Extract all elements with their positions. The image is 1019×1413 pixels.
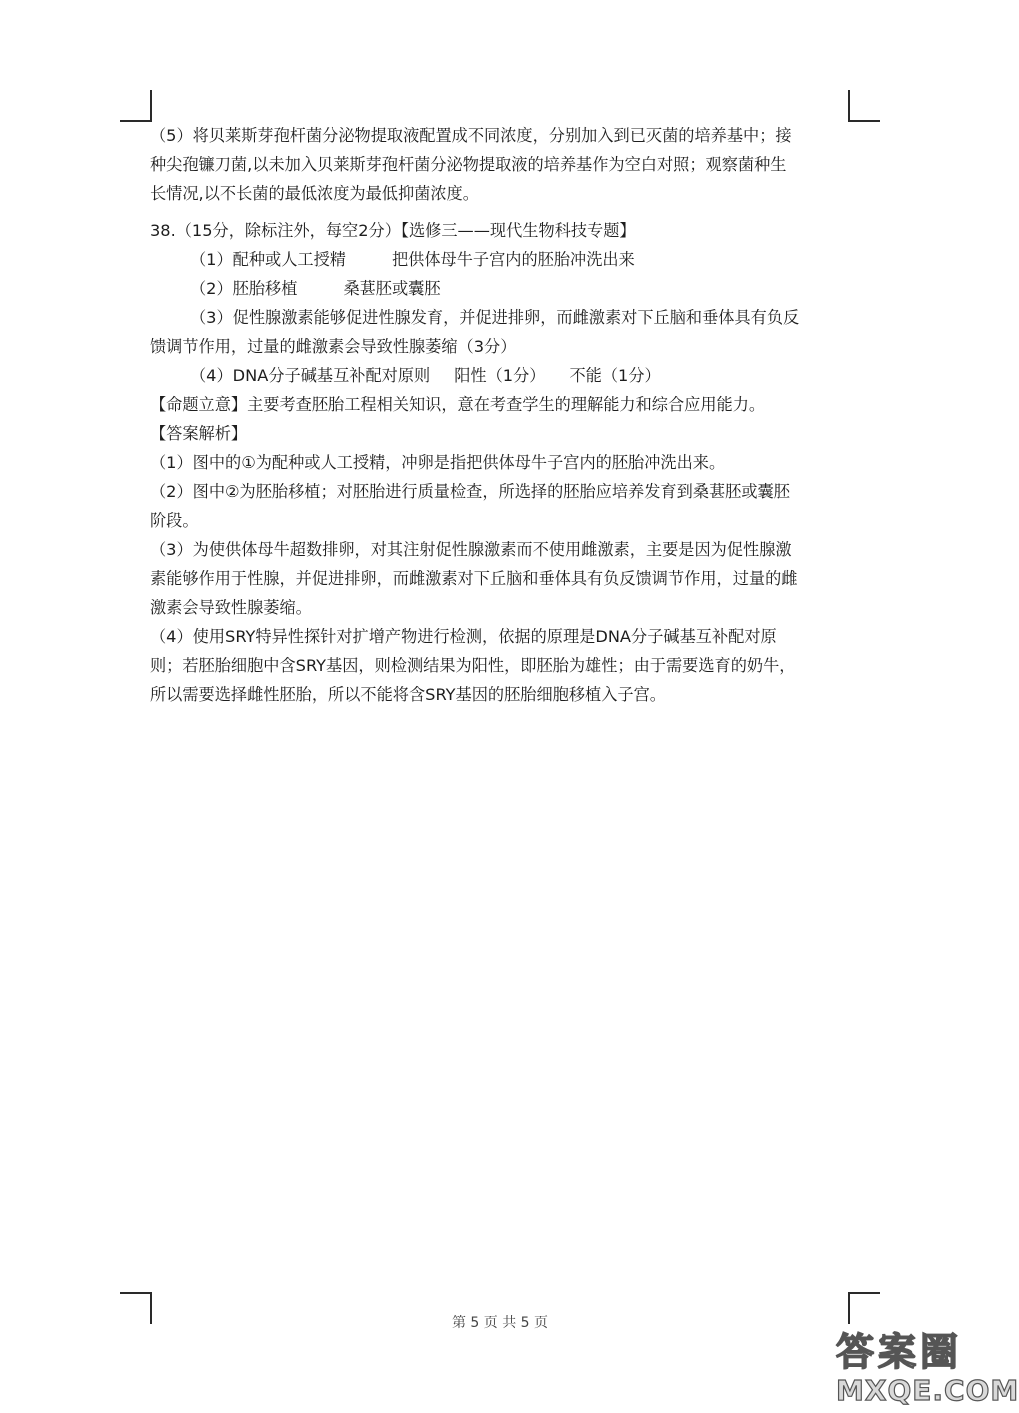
question-38-answer-4-text-3: 不能（1分） — [569, 366, 661, 385]
question-38-answer-3-line-1: （3）促性腺激素能够促进性腺发育，并促进排卵，而雌激素对下丘脑和垂体具有负反 — [190, 308, 800, 327]
analysis-4-line-2: 则；若胚胎细胞中含SRY基因，则检测结果为阳性，即胚胎为雄性；由于需要选育的奶牛， — [150, 656, 796, 675]
analysis-4-line-3: 所以需要选择雌性胚胎，所以不能将含SRY基因的胚胎细胞移植入子宫。 — [150, 685, 666, 704]
analysis-1: （1）图中的①为配种或人工授精，冲卵是指把供体母牛子宫内的胚胎冲洗出来。 — [150, 453, 726, 472]
analysis-2-line-2: 阶段。 — [150, 511, 199, 530]
question-38-answer-2-number: （2）胚胎移植 — [190, 279, 298, 298]
answer-5-line-3: 长情况,以不长菌的最低浓度为最低抑菌浓度。 — [150, 184, 479, 203]
question-38-answer-2 — [150, 274, 856, 303]
question-38-answer-1 — [150, 245, 856, 274]
question-38-answer-2-text: 桑葚胚或囊胚 — [343, 279, 441, 298]
analysis-2-line-1: （2）图中②为胚胎移植；对胚胎进行质量检查，所选择的胚胎应培养发育到桑葚胚或囊胚 — [150, 482, 790, 501]
question-38-answer-4-text-2: 阳性（1分） — [454, 366, 546, 385]
page-number-footer: 第 5 页 共 5 页 — [451, 1315, 549, 1331]
question-38-answer-1-number: （1）配种或人工授精 — [190, 250, 346, 269]
question-38-header: 38.（15分，除标注外，每空2分）【选修三——现代生物科技专题】 — [150, 221, 636, 240]
intent-section: 【命题立意】主要考查胚胎工程相关知识，意在考查学生的理解能力和综合应用能力。 — [150, 395, 766, 414]
analysis-3-line-2: 素能够作用于性腺，并促进排卵，而雌激素对下丘脑和垂体具有负反馈调节作用，过量的雌 — [150, 569, 798, 588]
watermark-logo — [836, 1330, 1019, 1408]
analysis-4-line-1: （4）使用SRY特异性探针对扩增产物进行检测，依据的原理是DNA分子碱基互补配对原 — [150, 627, 777, 646]
analysis-header: 【答案解析】 — [150, 424, 248, 443]
question-38-answer-4-text-1: （4）DNA分子碱基互补配对原则 — [190, 366, 431, 385]
answer-5-line-2: 种尖孢镰刀菌,以未加入贝莱斯芽孢杆菌分泌物提取液的培养基作为空白对照；观察菌种生 — [150, 155, 787, 174]
crop-mark-top-right — [848, 90, 880, 122]
analysis-3-line-3: 激素会导致性腺萎缩。 — [150, 598, 312, 617]
analysis-3-line-1: （3）为使供体母牛超数排卵，对其注射促性腺激素而不使用雌激素，主要是因为促性腺激 — [150, 540, 792, 559]
question-38-answer-4 — [150, 361, 856, 390]
watermark-logo-text: 答案圈 — [836, 1330, 963, 1374]
answer-5-line-1: （5）将贝莱斯芽孢杆菌分泌物提取液配置成不同浓度，分别加入到已灭菌的培养基中；接 — [150, 126, 792, 145]
question-38-answer-1-text: 把供体母牛子宫内的胚胎冲洗出来 — [392, 250, 635, 269]
crop-mark-top-left — [120, 90, 152, 122]
question-38-answer-3-line-2: 馈调节作用，过量的雌激素会导致性腺萎缩（3分） — [150, 337, 517, 356]
document-body — [150, 121, 856, 709]
watermark-domain-text: MXQE.COM — [836, 1374, 1019, 1407]
